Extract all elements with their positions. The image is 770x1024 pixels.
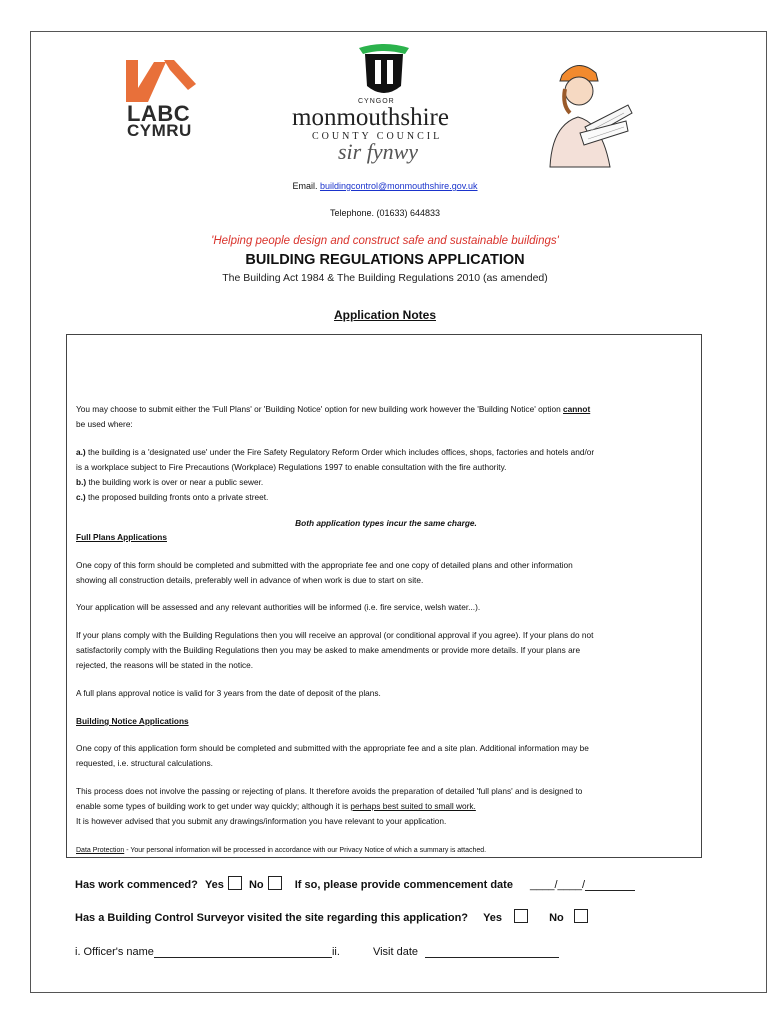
cannot-emphasis: cannot — [563, 404, 591, 414]
council-name: monmouthshire — [292, 104, 449, 131]
work-commenced-yes-label: Yes — [204, 879, 224, 891]
condition-c-text: the proposed building fronts onto a private street. — [88, 492, 269, 502]
work-commenced-yes-checkbox[interactable] — [228, 876, 242, 890]
condition-c-label: c.) — [76, 492, 86, 502]
welsh-name: sir fynwy — [338, 139, 419, 164]
builder-illustration — [540, 55, 635, 170]
building-notice-para-1 — [76, 741, 696, 771]
notes-heading-text: Application Notes — [333, 308, 436, 322]
fp-text-3: If your plans comply with the Building Regulations then you will receive an approval (or conditional approval if you agree). If your plans do not — [76, 630, 594, 640]
intro-text: You may choose to submit either the 'Full Plans' or 'Building Notice' option for new building work however the 'Building Notice' option — [76, 404, 561, 414]
work-commenced-no-label: No — [248, 879, 264, 891]
email-line — [0, 181, 770, 191]
building-notice-heading — [76, 714, 696, 729]
labc-logo — [126, 60, 206, 140]
builder-with-plans-icon — [540, 55, 635, 170]
commencement-month-mask: ____/ — [557, 879, 586, 891]
page-title: BUILDING REGULATIONS APPLICATION — [245, 252, 525, 268]
work-commenced-no-checkbox[interactable] — [268, 876, 282, 890]
bn-text-2b: enable some types of building work to get under way quickly; although it is — [76, 801, 349, 811]
fp-text-1b: showing all construction details, preferably well in advance of when work is due to start on site. — [76, 575, 424, 585]
full-plans-para-4: A full plans approval notice is valid for 3 years from the date of deposit of the plans. — [76, 688, 381, 698]
surveyor-visited-label: Has a Building Control Surveyor visited the site regarding this application? — [75, 912, 469, 924]
building-notice-heading-text: Building Notice Applications — [76, 716, 189, 726]
full-plans-heading — [76, 530, 696, 545]
officer-name-label: i. Officer's name — [75, 946, 154, 958]
intro-text-2: be used where: — [76, 419, 133, 429]
surveyor-visited-row — [75, 909, 695, 924]
fp-text-3b: satisfactorily comply with the Building Regulations then you may be asked to make amendments or provide more details. If your plans are — [76, 645, 581, 655]
same-charge-note: Both application types incur the same charge. — [295, 518, 477, 528]
labc-text: LABC — [127, 101, 191, 126]
email-label: Email. — [292, 181, 318, 191]
labc-roof-icon — [126, 60, 196, 102]
condition-a-text-2: is a workplace subject to Fire Precautions (Workplace) Regulations 1997 to enable consultation with the fire authority. — [76, 462, 507, 472]
work-commenced-row — [75, 876, 675, 891]
fp-text-1: One copy of this form should be completed and submitted with the appropriate fee and one copy of detailed plans and other information — [76, 560, 573, 570]
bn-text-1b: requested, i.e. structural calculations. — [76, 758, 213, 768]
page-subtitle: The Building Act 1984 & The Building Regulations 2010 (as amended) — [222, 272, 548, 284]
notes-heading — [0, 306, 770, 324]
full-plans-para-2: Your application will be assessed and any relevant authorities will be informed (i.e. fire service, welsh water...). — [76, 602, 481, 612]
condition-a-text: the building is a 'designated use' under the Fire Safety Regulatory Reform Order which includes offices, shops, factories and hotels and/or — [88, 447, 595, 457]
surveyor-yes-label: Yes — [483, 912, 503, 924]
full-plans-para-1 — [76, 558, 696, 588]
intro-paragraph — [76, 402, 696, 432]
officer-row — [75, 945, 695, 958]
bn-text-2b-underlined: perhaps best suited to small work. — [350, 801, 476, 811]
data-protection-label: Data Protection — [76, 847, 125, 854]
full-plans-para-3 — [76, 628, 696, 673]
monmouthshire-logo — [288, 42, 488, 167]
commencement-date-label: If so, please provide commencement date — [294, 879, 513, 891]
condition-b-label: b.) — [76, 477, 87, 487]
full-plans-heading-text: Full Plans Applications — [76, 532, 167, 542]
officer-ii-label: ii. — [331, 946, 340, 958]
county-council-text: COUNTY COUNCIL — [312, 131, 443, 142]
bn-text-1: One copy of this application form should be completed and submitted with the appropriate fee and a site plan. Additional information may be — [76, 743, 589, 753]
bn-text-2: This process does not involve the passing or rejecting of plans. It therefore avoids the preparation of detailed 'full plans' and is designed to — [76, 786, 583, 796]
email-link[interactable]: buildingcontrol@monmouthshire.gov.uk — [319, 181, 478, 191]
conditions-list — [76, 445, 696, 505]
condition-b-text: the building work is over or near a public sewer. — [88, 477, 264, 487]
fp-text-3c: rejected, the reasons will be stated in the notice. — [76, 660, 254, 670]
data-protection-text: - Your personal information will be processed in accordance with our Privacy Notice of which a summary is attached. — [124, 847, 487, 854]
data-protection-note — [76, 843, 696, 858]
cymru-text: CYMRU — [127, 121, 192, 140]
commencement-day-mask: ____/ — [530, 879, 558, 891]
tagline: 'Helping people design and construct safe and sustainable buildings' — [211, 235, 559, 247]
condition-a-label: a.) — [76, 447, 86, 457]
officer-name-field[interactable] — [154, 945, 332, 958]
council-crest-icon — [355, 42, 413, 100]
commencement-year-field[interactable] — [585, 878, 635, 891]
building-notice-para-2 — [76, 784, 696, 829]
bn-text-2c: It is however advised that you submit any drawings/information you have relevant to your application. — [76, 816, 447, 826]
telephone-line: Telephone. (01633) 644833 — [329, 208, 441, 218]
surveyor-yes-checkbox[interactable] — [514, 909, 528, 923]
visit-date-label: Visit date — [372, 946, 419, 958]
surveyor-no-label: No — [549, 912, 564, 924]
surveyor-no-checkbox[interactable] — [574, 909, 588, 923]
visit-date-field[interactable] — [425, 945, 559, 958]
cyngor-text: CYNGOR — [358, 98, 395, 105]
work-commenced-label: Has work commenced? — [75, 879, 198, 891]
